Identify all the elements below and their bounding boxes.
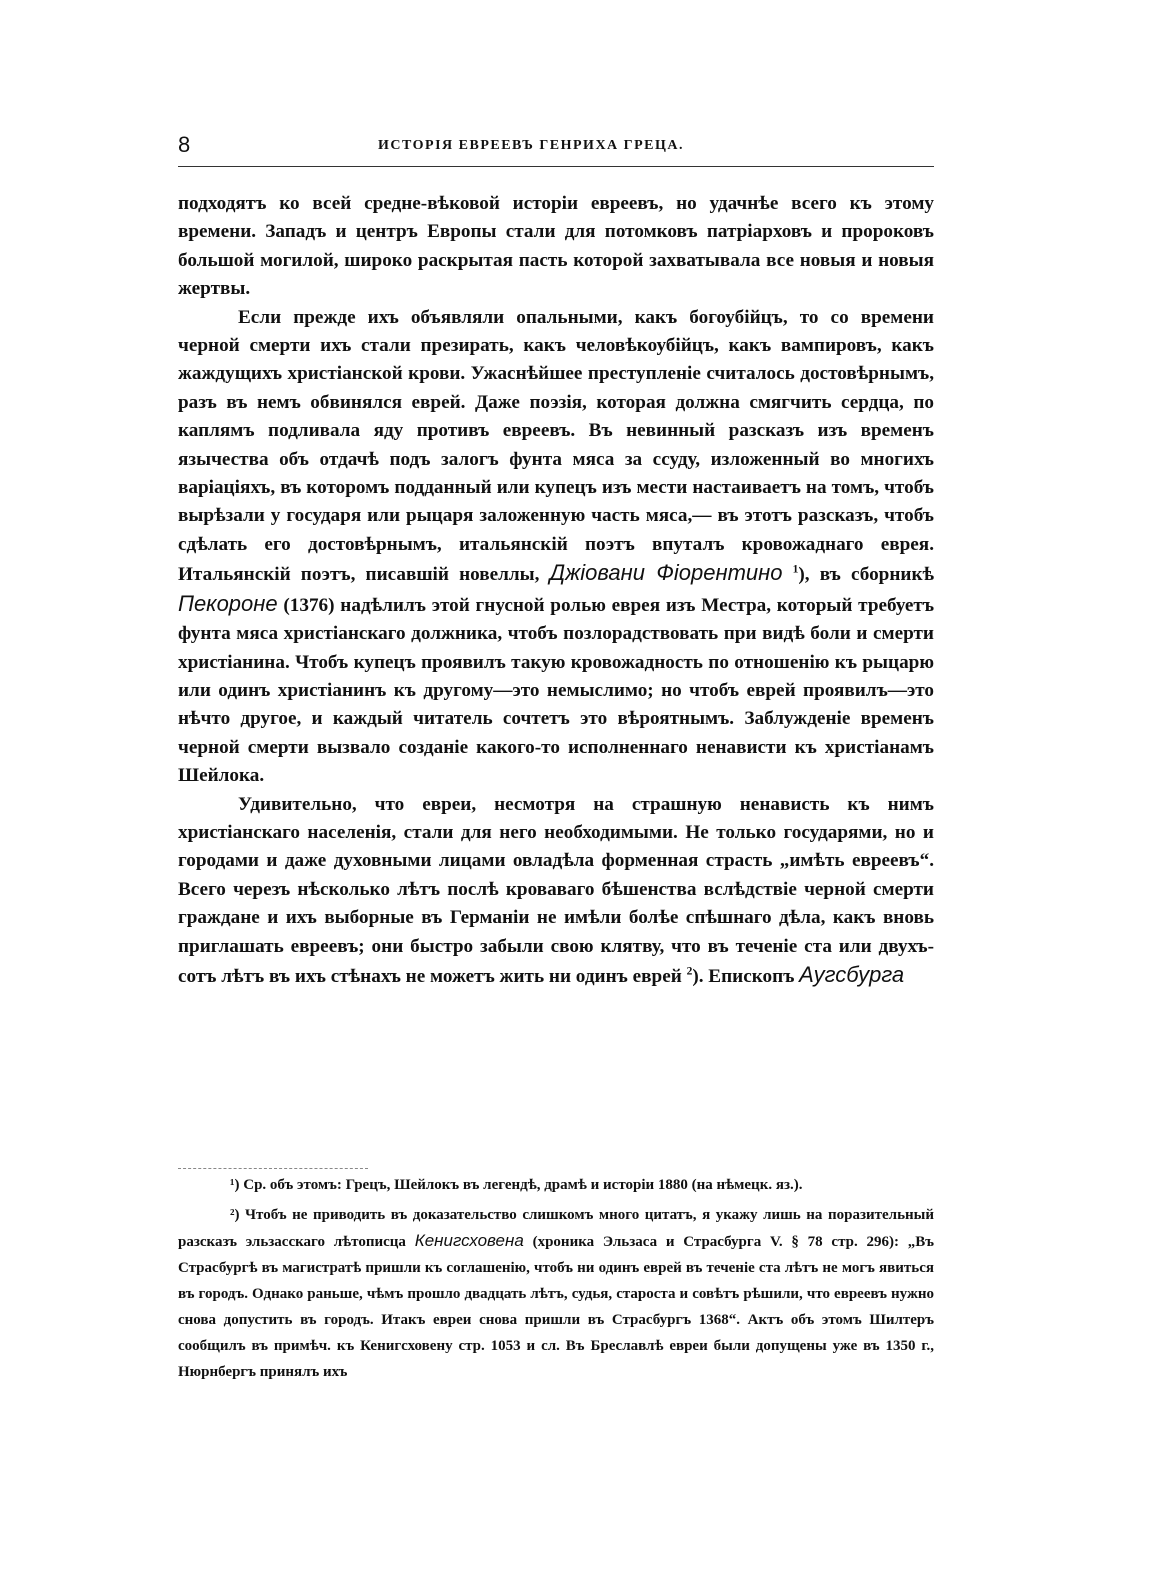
main-text bbox=[178, 190, 934, 991]
paragraph-2-part-c: (1376) надѣлилъ этой гнусной ролью еврея изъ Местра, который требуетъ фунта мяса христіанскаго должника, чтобъ позлорадствовать при видѣ боли и смерти христіанина. Чтобъ купецъ проявилъ такую кровожадность по отношенію къ рыцарю или одинъ христіанинъ къ другому—это немыслимо; но чтобъ еврей проявилъ—это нѣчто другое, и каждый читатель сочтетъ это вѣроятнымъ. Заблужденіе временъ черной смерти вызвало созданіе какого-то исполненнаго ненависти къ христіанамъ Шейлока. bbox=[178, 594, 935, 787]
footnote-rule bbox=[178, 1168, 368, 1169]
paragraph-3 bbox=[178, 791, 934, 992]
footnote-2-part-a: ²) Чтобъ не приводить въ доказательство слишкомъ много цитатъ, я укажу лишь на поразительный разсказъ эльзасскаго лѣтописца bbox=[178, 1207, 934, 1250]
running-title: ИСТОРІЯ ЕВРЕЕВЪ ГЕНРИХА ГРЕЦА. bbox=[378, 138, 684, 153]
footnote-1: ¹) Ср. объ этомъ: Грецъ, Шейлокъ въ легендѣ, драмѣ и исторіи 1880 (на нѣмецк. яз.). bbox=[230, 1177, 803, 1193]
paragraph-3-part-a: Удивительно, что евреи, несмотря на страшную ненависть къ нимъ христіанскаго населенія, стали для него необходимыми. Не только государями, но и городами и даже духовными лицами овладѣла форменная страсть „имѣть евреевъ“. Всего черезъ нѣсколько лѣтъ послѣ кроваваго бѣшенства вслѣдствіе черной смерти граждане и ихъ выборные въ Германіи не имѣли болѣе спѣшнаго дѣла, какъ вновь приглашать евреевъ; они быстро забыли свою клятву, что въ теченіе ста или двухъ-сотъ лѣтъ въ ихъ стѣнахъ не можетъ жить ни одинъ еврей bbox=[178, 793, 934, 987]
city-name: Аугсбурга bbox=[799, 961, 905, 987]
footnote-2 bbox=[178, 1202, 934, 1385]
book-title: Пекороне bbox=[178, 590, 278, 616]
header-rule bbox=[178, 166, 934, 167]
paragraph-2 bbox=[178, 304, 934, 791]
footnote-ref-1: 1 bbox=[792, 563, 799, 576]
paragraph-2-part-a: Если прежде ихъ объявляли опальными, какъ богоубійцъ, то со времени черной смерти ихъ стали презирать, какъ человѣкоубійцъ, какъ вампировъ, какъ жаждущихъ христіанской крови. Ужаснѣйшее преступленіе считалось достовѣрнымъ, разъ въ немъ обвинялся еврей. Даже поэзія, которая должна смягчить сердца, по каплямъ подливала яду противъ евреевъ. Въ невинный разсказъ изъ временъ язычества объ отдачѣ подъ залогъ фунта мяса за ссуду, изложенный во многихъ варіаціяхъ, въ которомъ подданный или купецъ изъ мести настаиваетъ на томъ, чтобъ вырѣзали у государя или рыцаря заложенную часть мяса,— въ этотъ разсказъ, чтобъ сдѣлать его достовѣрнымъ, итальянскій поэтъ впуталъ кровожаднаго еврея. Итальянскій поэтъ, писавшій новеллы, bbox=[178, 306, 934, 586]
footnote-ref-2: 2 bbox=[686, 965, 693, 978]
paragraph-2-part-b: ), въ сборникѣ bbox=[798, 564, 935, 586]
footnotes bbox=[178, 1172, 934, 1389]
paragraph-3-part-b: ). Епископъ bbox=[692, 965, 795, 987]
page-number: 8 bbox=[178, 132, 191, 157]
chronicler-name: Кенигсховена bbox=[414, 1231, 524, 1250]
page-header bbox=[178, 132, 934, 166]
author-name: Джіовани Фіорентино bbox=[549, 560, 783, 586]
paragraph-1: подходятъ ко всей средне-вѣковой исторіи евреевъ, но удачнѣе всего къ этому времени. Западъ и центръ Европы стали для потомковъ патріарховъ и пророковъ большой могилой, широко раскрытая пасть которой захватывала все новыя и новыя жертвы. bbox=[178, 193, 934, 300]
footnote-2-part-b: (хроника Эльзаса и Страсбурга V. § 78 стр. 296): „Въ Страсбургѣ въ магистратѣ пришли къ соглашенію, чтобъ ни одинъ еврей въ теченіе ста лѣтъ не могъ явиться въ городъ. Однако раньше, чѣмъ прошло двадцать лѣтъ, судья, староста и совѣтъ рѣшили, что евреевъ нужно снова допустить въ городъ. Итакъ евреи снова пришли въ Страсбургъ 1368“. Актъ объ этомъ Шилтеръ сообщилъ въ примѣч. къ Кенигсховену стр. 1053 и сл. Въ Бреславлѣ евреи были допущены уже въ 1350 г., Нюрнбергъ принялъ ихъ bbox=[178, 1234, 934, 1380]
